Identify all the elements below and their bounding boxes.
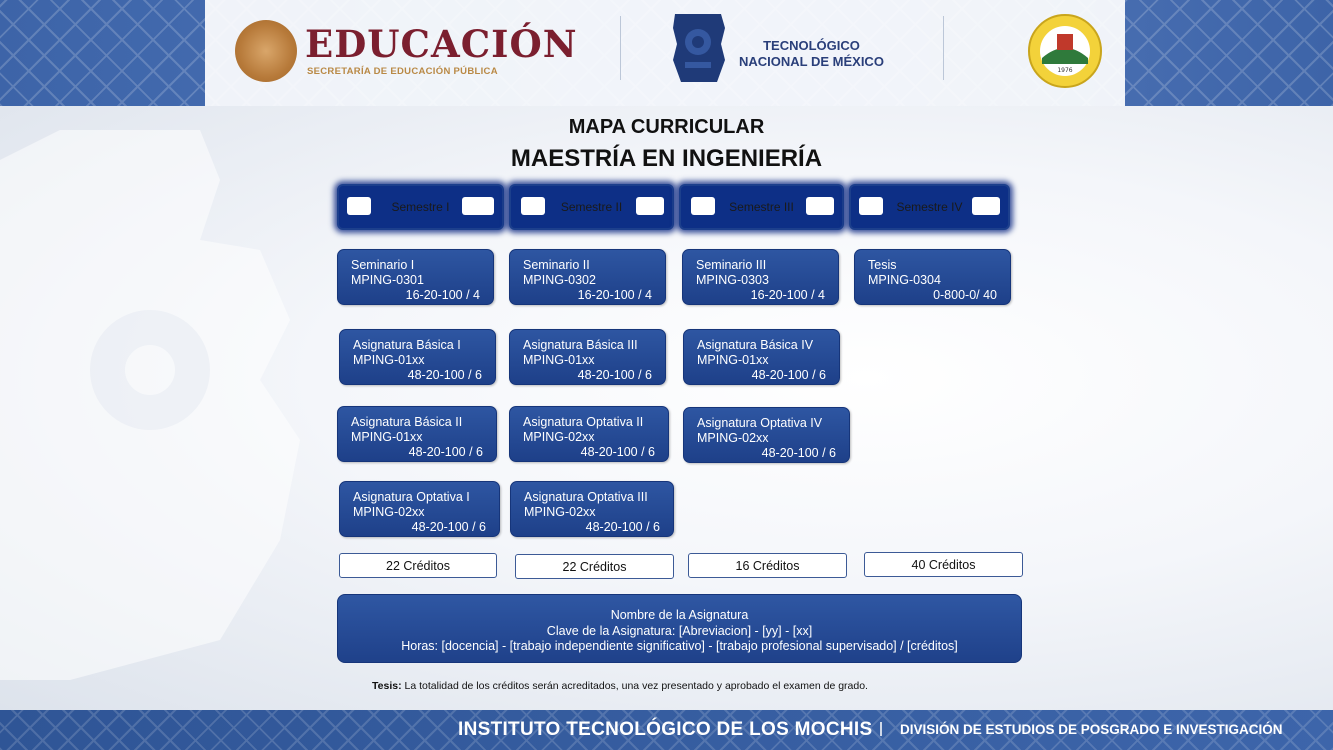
course-box-basica-2	[337, 406, 497, 462]
course-name: Seminario II	[523, 258, 590, 272]
tecnm-logo-text	[739, 38, 884, 70]
course-box-seminario-2	[509, 249, 666, 305]
course-name: Asignatura Básica I	[353, 338, 461, 352]
course-hours: 16-20-100 / 4	[750, 288, 825, 302]
course-name: Seminario III	[696, 258, 767, 272]
tesis-note-label: Tesis:	[372, 680, 402, 692]
sep-logo-title: EDUCACIÓN	[305, 22, 578, 66]
course-box-basica-1	[339, 329, 496, 385]
page-title: MAPA CURRICULAR	[568, 116, 765, 138]
course-code: MPING-02xx	[697, 431, 769, 445]
course-box-optativa-3	[510, 481, 674, 537]
course-box-basica-4	[683, 329, 840, 385]
course-name: Tesis	[868, 258, 897, 272]
course-code: MPING-0304	[868, 273, 941, 287]
course-code: MPING-02xx	[523, 430, 595, 444]
header-divider	[943, 16, 944, 80]
semester-header-3	[679, 184, 844, 230]
course-box-optativa-1	[339, 481, 500, 537]
semester-label: Semestre I	[391, 200, 450, 214]
course-name: Asignatura Básica II	[351, 415, 463, 429]
course-name: Asignatura Optativa IV	[697, 416, 823, 430]
legend-line-name: Nombre de la Asignatura	[610, 608, 749, 622]
semester-header-1	[337, 184, 504, 230]
tecnm-line2: NACIONAL DE MÉXICO	[739, 54, 884, 69]
course-hours: 0-800-0/ 40	[933, 288, 997, 302]
credits-semester-4: 40 Créditos	[864, 552, 1023, 577]
course-hours: 48-20-100 / 6	[411, 520, 486, 534]
sep-seal-icon	[235, 20, 297, 82]
course-hours: 48-20-100 / 6	[577, 368, 652, 382]
semester-header-4	[849, 184, 1010, 230]
course-box-basica-3	[509, 329, 666, 385]
course-hours: 16-20-100 / 4	[405, 288, 480, 302]
semester-tab-left	[347, 197, 371, 215]
legend-line-code: Clave de la Asignatura: [Abreviacion] - [yy] - [xx]	[546, 623, 813, 638]
header-divider	[620, 16, 621, 80]
course-box-optativa-2	[509, 406, 669, 462]
semester-label: Semestre III	[729, 200, 794, 214]
semester-tab-right	[462, 197, 494, 215]
course-box-optativa-4	[683, 407, 850, 463]
semester-tab-right	[806, 197, 834, 215]
course-name: Asignatura Básica IV	[697, 338, 814, 352]
course-name: Asignatura Optativa I	[353, 490, 470, 504]
course-box-seminario-3	[682, 249, 839, 305]
footer-division-name: DIVISIÓN DE ESTUDIOS DE POSGRADO E INVESTIGACIÓN	[900, 722, 1283, 737]
semester-tab-left	[521, 197, 545, 215]
course-code: MPING-0302	[523, 273, 596, 287]
course-hours: 48-20-100 / 6	[751, 368, 826, 382]
page-subtitle: MAESTRÍA EN INGENIERÍA	[510, 145, 823, 172]
course-code: MPING-02xx	[524, 505, 596, 519]
course-hours: 16-20-100 / 4	[577, 288, 652, 302]
legend-box	[337, 594, 1022, 663]
semester-tab-right	[636, 197, 664, 215]
credits-semester-2: 22 Créditos	[515, 554, 674, 579]
tecnm-watermark-icon	[0, 120, 330, 680]
semester-label: Semestre II	[560, 200, 623, 214]
semester-tab-left	[859, 197, 883, 215]
course-hours: 48-20-100 / 6	[408, 445, 483, 459]
course-hours: 48-20-100 / 6	[585, 520, 660, 534]
course-name: Asignatura Básica III	[523, 338, 638, 352]
semester-tab-left	[691, 197, 715, 215]
credits-semester-3: 16 Créditos	[688, 553, 847, 578]
course-hours: 48-20-100 / 6	[761, 446, 836, 460]
course-box-seminario-1	[337, 249, 494, 305]
tesis-note	[372, 680, 868, 692]
footer-divider	[880, 722, 882, 736]
sep-logo-subtitle: SECRETARÍA DE EDUCACIÓN PÚBLICA	[307, 66, 498, 77]
tecnm-logo-icon	[667, 8, 729, 88]
legend-line-hours: Horas: [docencia] - [trabajo independiente significativo] - [trabajo profesional supervisado] / [créditos]	[401, 639, 958, 653]
course-code: MPING-0301	[351, 273, 424, 287]
semester-label: Semestre IV	[896, 200, 963, 214]
footer-institute-name: INSTITUTO TECNOLÓGICO DE LOS MOCHIS	[458, 719, 873, 740]
course-hours: 48-20-100 / 6	[580, 445, 655, 459]
course-name: Asignatura Optativa III	[524, 490, 648, 504]
tesis-note-text: La totalidad de los créditos serán acreditados, una vez presentado y aprobado el examen de grado.	[401, 680, 868, 692]
course-code: MPING-02xx	[353, 505, 425, 519]
course-code: MPING-01xx	[697, 353, 769, 367]
course-box-tesis	[854, 249, 1011, 305]
itmochis-seal-year: 1976	[1057, 67, 1073, 74]
semester-header-2	[509, 184, 674, 230]
course-name: Asignatura Optativa II	[523, 415, 644, 429]
course-code: MPING-01xx	[351, 430, 423, 444]
credits-semester-1: 22 Créditos	[339, 553, 497, 578]
semester-tab-right	[972, 197, 1000, 215]
course-code: MPING-0303	[696, 273, 769, 287]
course-code: MPING-01xx	[353, 353, 425, 367]
course-code: MPING-01xx	[523, 353, 595, 367]
course-hours: 48-20-100 / 6	[407, 368, 482, 382]
tecnm-line1: TECNOLÓGICO	[763, 38, 860, 53]
itmochis-seal-icon	[1028, 14, 1102, 88]
course-name: Seminario I	[351, 258, 415, 272]
